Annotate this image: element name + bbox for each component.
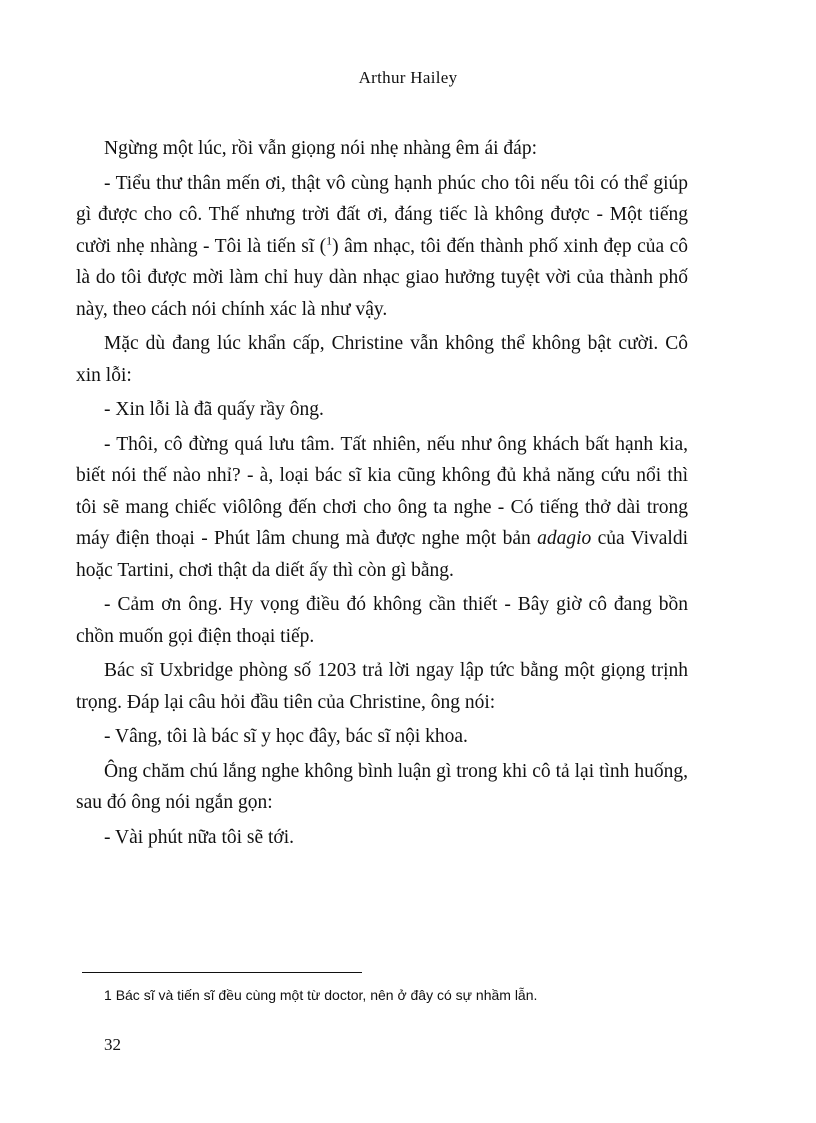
paragraph-8: - Vâng, tôi là bác sĩ y học đây, bác sĩ nội khoa.	[104, 726, 468, 747]
paragraph-2-before: - Tiểu thư thân mến ơi, thật vô cùng hạnh phúc cho tôi nếu tôi có thể giúp gì được cho cô. Thế nhưng trời đất ơi, đáng tiếc là không được - Một tiếng cười nhẹ nhàng - Tôi là tiến sĩ (	[76, 172, 688, 257]
paragraph-5-before: - Thôi, cô đừng quá lưu tâm. Tất nhiên, nếu như ông khách bất hạnh kia, biết nói thế nào nhỉ? - à, loại bác sĩ kia cũng không đủ khả năng cứu nổi thì tôi sẽ mang chiếc viôlông đến chơi cho ông ta nghe - Có tiếng thở dài trong máy điện thoại - Phút lâm chung mà được nghe một bản	[76, 433, 688, 549]
paragraph-10: - Vài phút nữa tôi sẽ tới.	[104, 826, 295, 848]
running-header: Arthur Hailey	[358, 68, 458, 87]
paragraph-2-after: ) âm nhạc, tôi đến thành phố xinh đẹp của cô là do tôi được mời làm chỉ huy dàn nhạc giao hưởng tuyệt vời của thành phố này, theo cách nói chính xác là như vậy.	[76, 235, 688, 320]
paragraph-3: Mặc dù đang lúc khẩn cấp, Christine vẫn không thể không bật cười. Cô xin lỗi:	[76, 333, 688, 386]
paragraph-5-after: của Vivaldi hoặc Tartini, chơi thật da diết ấy thì còn gì bằng.	[76, 528, 688, 581]
paragraph-1: Ngừng một lúc, rồi vẫn giọng nói nhẹ nhàng êm ái đáp:	[104, 138, 537, 159]
footnote-text: Bác sĩ và tiến sĩ đều cùng một từ doctor, nên ở đây có sự nhầm lẫn.	[115, 987, 538, 1003]
paragraph-9: Ông chăm chú lắng nghe không bình luận gì trong khi cô tả lại tình huống, sau đó ông nói ngắn gọn:	[76, 760, 688, 813]
paragraph-6: - Cảm ơn ông. Hy vọng điều đó không cần thiết - Bây giờ cô đang bồn chồn muốn gọi điện thoại tiếp.	[76, 594, 688, 647]
paragraph-7: Bác sĩ Uxbridge phòng số 1203 trả lời ngay lập tức bằng một giọng trịnh trọng. Đáp lại câu hỏi đầu tiên của Christine, ông nói:	[76, 660, 688, 713]
paragraph-5	[76, 429, 688, 587]
paragraph-2	[76, 168, 688, 326]
footnote-reference: 1	[326, 233, 333, 247]
page-number: 32	[104, 1035, 121, 1054]
footnote-marker: 1	[104, 987, 112, 1003]
body-text	[76, 133, 688, 856]
footnote	[104, 985, 704, 1005]
paragraph-4: - Xin lỗi là đã quấy rầy ông.	[104, 399, 324, 420]
paragraph-5-italic: adagio	[537, 528, 592, 549]
footnote-divider	[82, 972, 362, 973]
